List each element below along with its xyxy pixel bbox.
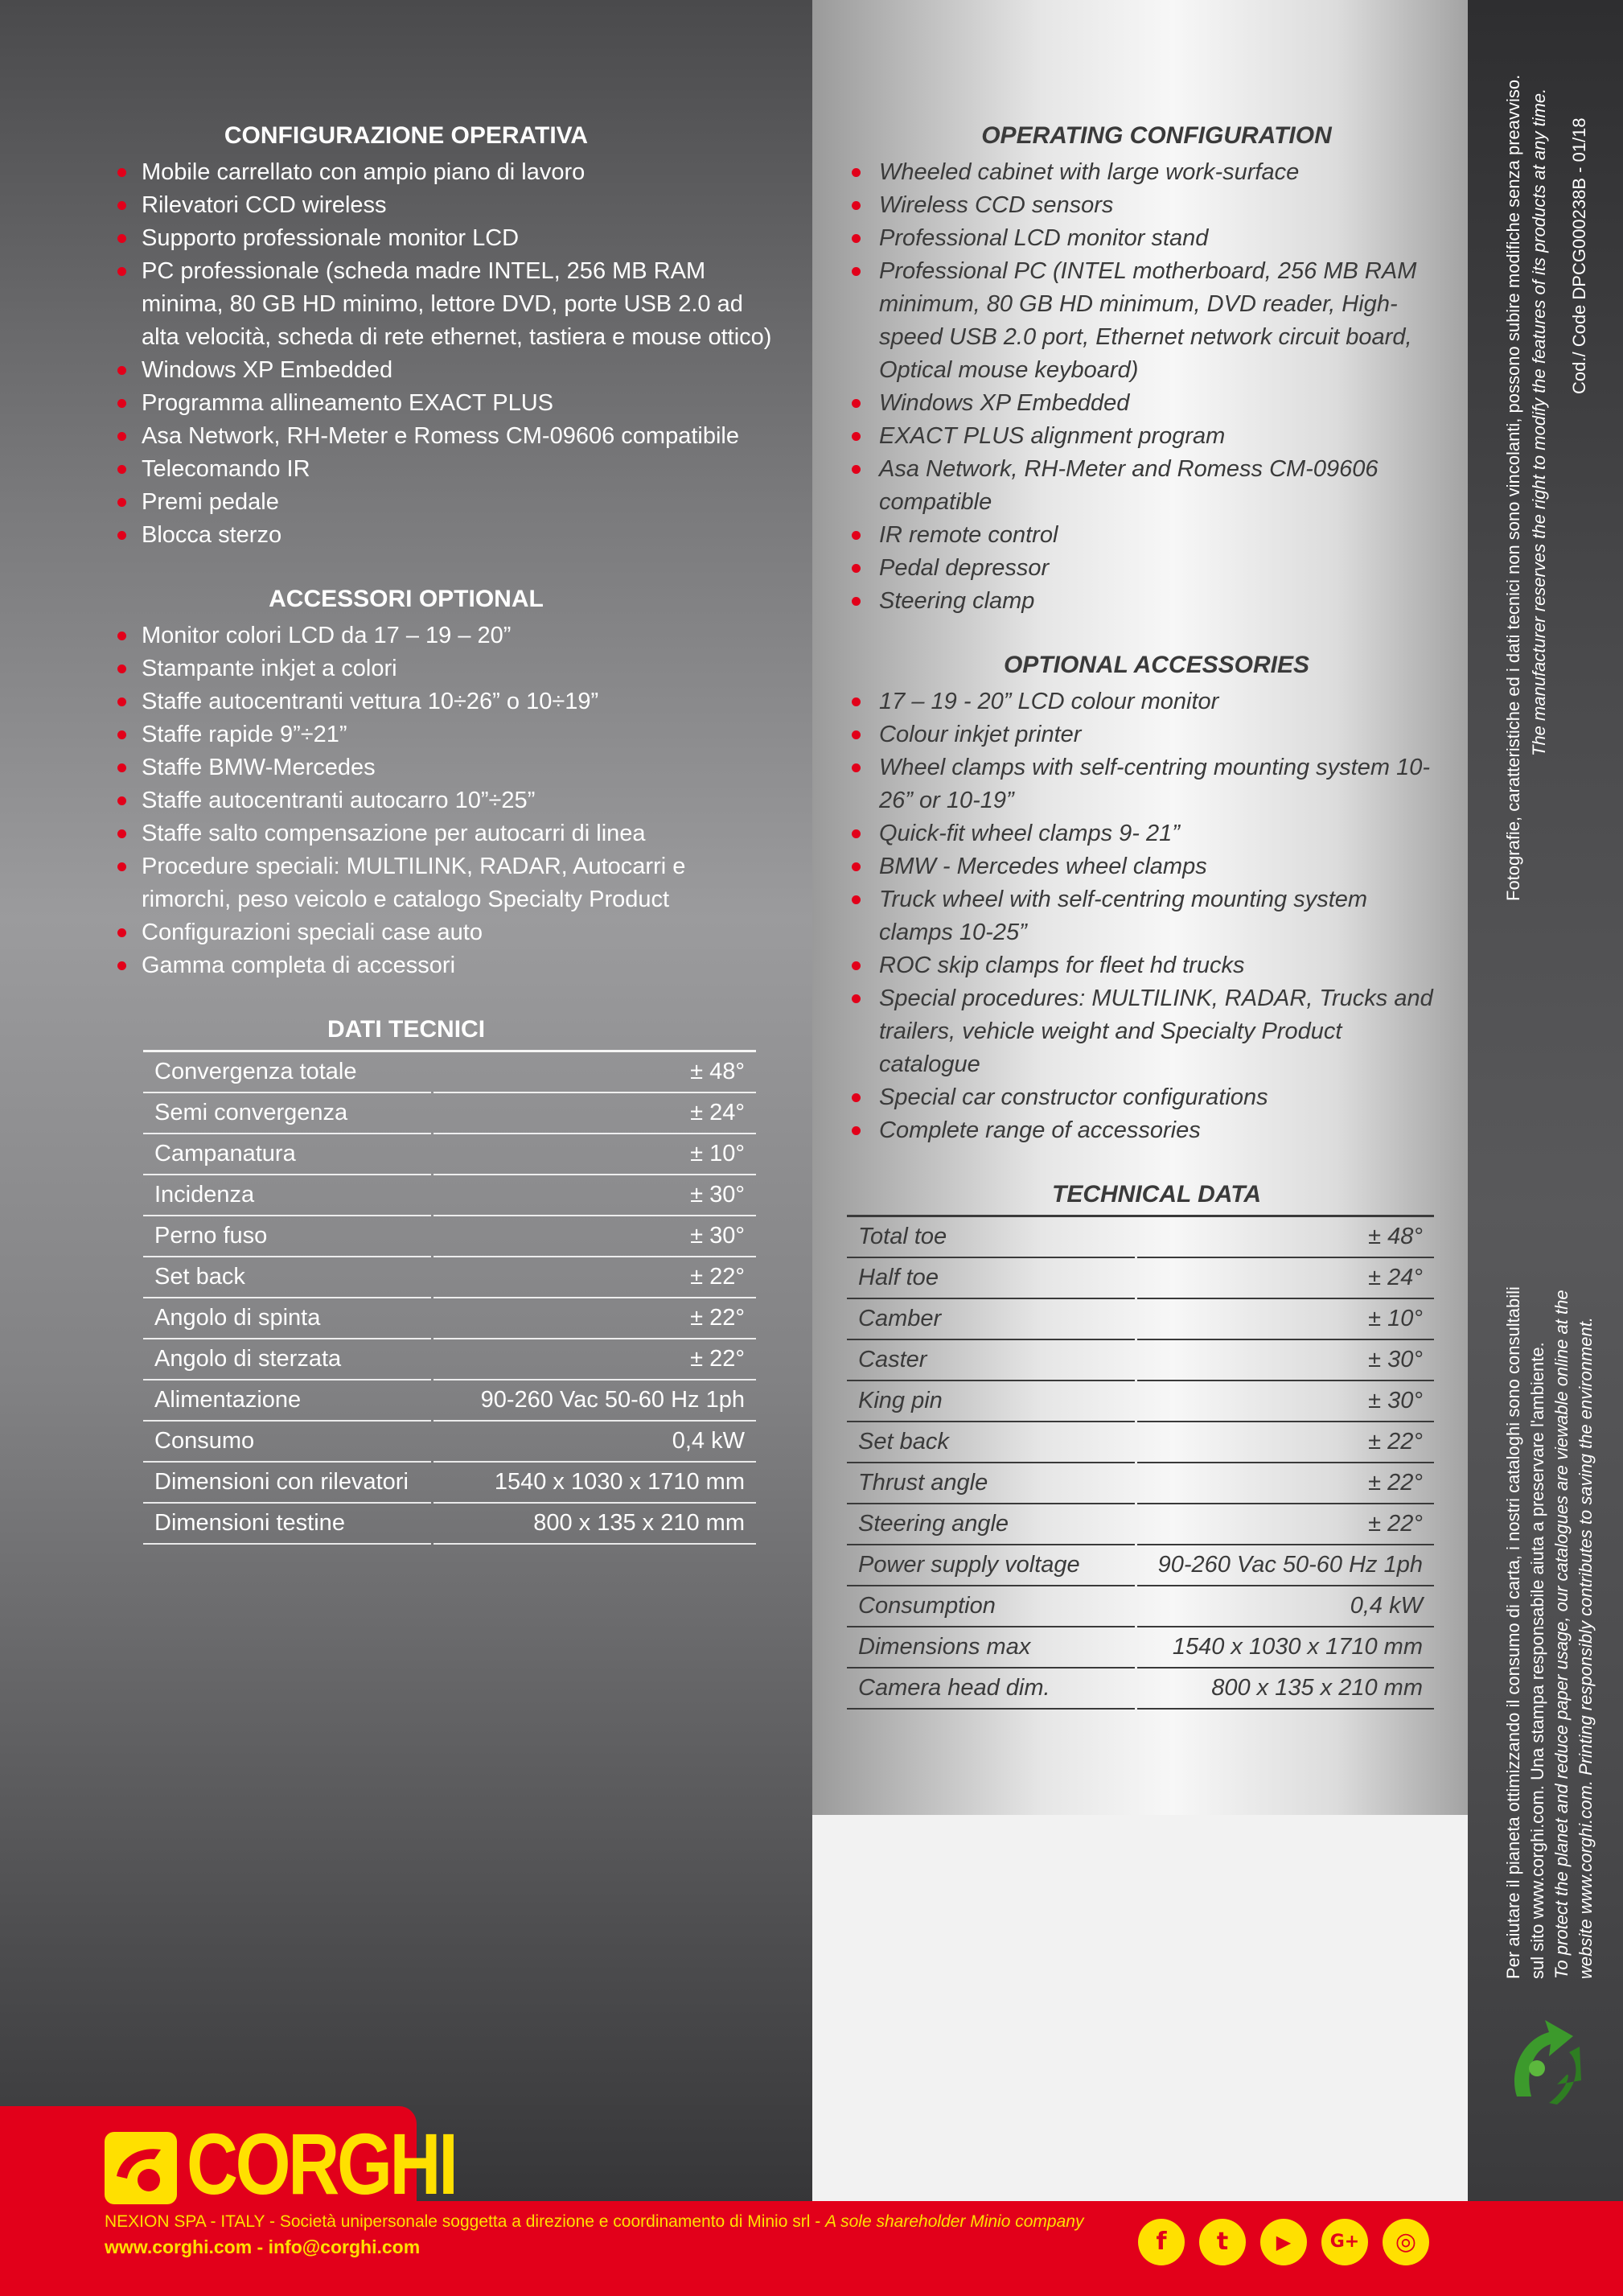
list-item: Special procedures: MULTILINK, RADAR, Trucks and trailers, vehicle weight and Specialty Product catalogue — [847, 982, 1434, 1081]
list-item: Staffe BMW-Mercedes — [113, 751, 772, 784]
bullet-icon — [852, 895, 861, 904]
spec-value: ± 48° — [1136, 1216, 1435, 1258]
eco-note-en-2: website www.corghi.com. Printing responsibly contributes to saving the environment. — [1576, 1317, 1596, 1979]
bullet-icon — [852, 1093, 861, 1102]
bullet-icon — [117, 928, 126, 937]
bullet-icon — [117, 862, 126, 871]
spec-label: Set back — [847, 1422, 1136, 1463]
table-row — [143, 1421, 756, 1462]
spec-value: 0,4 kW — [433, 1421, 757, 1462]
italian-column — [113, 121, 772, 1545]
twitter-icon[interactable]: t — [1199, 2219, 1246, 2265]
list-item: Staffe rapide 9”÷21” — [113, 718, 772, 751]
bullet-icon — [117, 796, 126, 805]
bullet-icon — [117, 763, 126, 772]
spec-label: Total toe — [847, 1216, 1136, 1258]
spec-label: Camber — [847, 1298, 1136, 1339]
bullet-icon — [852, 234, 861, 243]
list-item: Stampante inkjet a colori — [113, 652, 772, 685]
table-row — [847, 1668, 1434, 1709]
bullet-icon — [852, 829, 861, 838]
list-item: Blocca sterzo — [113, 519, 772, 552]
tech-heading: TECHNICAL DATA — [1052, 1181, 1261, 1208]
list-item: Colour inkjet printer — [847, 718, 1434, 751]
spec-label: Dimensioni testine — [143, 1503, 433, 1544]
list-item: Rilevatori CCD wireless — [113, 189, 772, 222]
list-item: BMW - Mercedes wheel clamps — [847, 850, 1434, 883]
config-heading: CONFIGURAZIONE OPERATIVA — [224, 122, 589, 149]
spec-label: Set back — [143, 1257, 433, 1298]
contact-links[interactable]: www.corghi.com - info@corghi.com — [105, 2236, 421, 2257]
bullet-icon — [852, 267, 861, 276]
table-row — [847, 1463, 1434, 1504]
disclaimer-it: Fotografie, caratteristiche ed i dati tecnici non sono vincolanti, possono subire modifiche senza preavviso. — [1503, 74, 1523, 901]
bullet-icon — [117, 432, 126, 441]
spec-value: 800 x 135 x 210 mm — [1136, 1668, 1435, 1709]
spec-value: 1540 x 1030 x 1710 mm — [433, 1462, 757, 1503]
table-row — [847, 1298, 1434, 1339]
table-row — [847, 1586, 1434, 1627]
recycle-icon — [1501, 2008, 1589, 2113]
bullet-icon — [117, 730, 126, 739]
bullet-icon — [852, 168, 861, 177]
corghi-logo-icon — [105, 2132, 177, 2204]
spec-label: Perno fuso — [143, 1216, 433, 1257]
table-row — [143, 1134, 756, 1175]
spec-value: ± 48° — [433, 1051, 757, 1093]
table-row — [143, 1257, 756, 1298]
bullet-icon — [852, 1126, 861, 1135]
spec-label: Alimentazione — [143, 1380, 433, 1421]
config-list — [847, 156, 1434, 618]
bullet-icon — [117, 665, 126, 673]
spec-label: Steering angle — [847, 1504, 1136, 1545]
bullet-icon — [852, 961, 861, 970]
table-row — [847, 1627, 1434, 1668]
tech-table — [847, 1215, 1434, 1710]
list-item: Programma allineamento EXACT PLUS — [113, 387, 772, 420]
spec-value: ± 10° — [1136, 1298, 1435, 1339]
bullet-icon — [117, 961, 126, 970]
accessories-heading: ACCESSORI OPTIONAL — [269, 586, 544, 612]
list-item: Mobile carrellato con ampio piano di lavoro — [113, 156, 772, 189]
spec-label: Consumo — [143, 1421, 433, 1462]
bullet-icon — [852, 597, 861, 606]
bullet-icon — [117, 465, 126, 474]
eco-note-it-2: sul sito www.corghi.com. Una stampa responsabile aiuta a preservare l'ambiente. — [1527, 1342, 1547, 1979]
spec-label: Convergenza totale — [143, 1051, 433, 1093]
list-item: Windows XP Embedded — [847, 387, 1434, 420]
bullet-icon — [852, 763, 861, 772]
bullet-icon — [117, 366, 126, 375]
spec-label: Caster — [847, 1339, 1136, 1380]
spec-value: ± 24° — [433, 1092, 757, 1134]
table-row — [143, 1503, 756, 1544]
list-item: IR remote control — [847, 519, 1434, 552]
list-item: Wheel clamps with self-centring mounting system 10-26” or 10-19” — [847, 751, 1434, 817]
spec-value: ± 10° — [433, 1134, 757, 1175]
spec-label: Angolo di sterzata — [143, 1339, 433, 1380]
spec-label: Semi convergenza — [143, 1092, 433, 1134]
list-item: Special car constructor configurations — [847, 1081, 1434, 1114]
list-item: Telecomando IR — [113, 453, 772, 486]
table-row — [847, 1339, 1434, 1380]
table-row — [847, 1216, 1434, 1258]
tech-table — [143, 1050, 756, 1545]
spec-value: ± 30° — [433, 1175, 757, 1216]
bullet-icon — [852, 697, 861, 706]
spec-value: ± 30° — [1136, 1380, 1435, 1422]
list-item: Asa Network, RH-Meter and Romess CM-09606 compatible — [847, 453, 1434, 519]
bullet-icon — [852, 564, 861, 573]
list-item: Gamma completa di accessori — [113, 949, 772, 982]
right-panel-blank — [812, 1815, 1468, 2201]
spec-label: Thrust angle — [847, 1463, 1136, 1504]
company-info-en: A sole shareholder Minio company — [825, 2212, 1084, 2231]
spec-label: Half toe — [847, 1257, 1136, 1298]
list-item: Quick-fit wheel clamps 9- 21” — [847, 817, 1434, 850]
spec-label: Dimensions max — [847, 1627, 1136, 1668]
bullet-icon — [852, 432, 861, 441]
config-heading: OPERATING CONFIGURATION — [981, 122, 1332, 149]
spec-value: ± 22° — [1136, 1422, 1435, 1463]
eco-note-it-1: Per aiutare il pianeta ottimizzando il consumo di carta, i nostri cataloghi sono consultabili — [1503, 1286, 1523, 1979]
spec-value: 0,4 kW — [1136, 1586, 1435, 1627]
bullet-icon — [117, 632, 126, 640]
table-row — [143, 1380, 756, 1421]
spec-value: 90-260 Vac 50-60 Hz 1ph — [1136, 1545, 1435, 1586]
bullet-icon — [852, 994, 861, 1003]
table-row — [143, 1216, 756, 1257]
spec-value: 1540 x 1030 x 1710 mm — [1136, 1627, 1435, 1668]
list-item: EXACT PLUS alignment program — [847, 420, 1434, 453]
spec-label: King pin — [847, 1380, 1136, 1422]
list-item: Monitor colori LCD da 17 – 19 – 20” — [113, 619, 772, 652]
company-info-it: NEXION SPA - ITALY - Società unipersonale soggetta a direzione e coordinamento di Minio srl - — [105, 2212, 826, 2231]
list-item: Staffe autocentranti autocarro 10”÷25” — [113, 784, 772, 817]
bullet-icon — [852, 399, 861, 408]
list-item: PC professionale (scheda madre INTEL, 256 MB RAM minima, 80 GB HD minimo, lettore DVD, porte USB 2.0 ad alta velocità, scheda di rete ethernet, tastiera e mouse ottico) — [113, 255, 772, 354]
list-item: Windows XP Embedded — [113, 354, 772, 387]
spec-label: Dimensioni con rilevatori — [143, 1462, 433, 1503]
list-item: ROC skip clamps for fleet hd trucks — [847, 949, 1434, 982]
table-row — [143, 1298, 756, 1339]
instagram-icon[interactable]: ◎ — [1383, 2219, 1429, 2265]
spec-value: ± 22° — [1136, 1504, 1435, 1545]
list-item: Steering clamp — [847, 585, 1434, 618]
spec-value: 90-260 Vac 50-60 Hz 1ph — [433, 1380, 757, 1421]
bullet-icon — [852, 531, 861, 540]
list-item: Wireless CCD sensors — [847, 189, 1434, 222]
spec-value: ± 30° — [433, 1216, 757, 1257]
eco-note-en-1: To protect the planet and reduce paper usage, our catalogues are viewable online at the — [1551, 1290, 1572, 1979]
table-row — [143, 1092, 756, 1134]
table-row — [847, 1380, 1434, 1422]
list-item: Procedure speciali: MULTILINK, RADAR, Autocarri e rimorchi, peso veicolo e catalogo Specialty Product — [113, 850, 772, 916]
bullet-icon — [117, 234, 126, 243]
spec-label: Angolo di spinta — [143, 1298, 433, 1339]
bullet-icon — [117, 267, 126, 276]
table-row — [847, 1257, 1434, 1298]
spec-label: Campanatura — [143, 1134, 433, 1175]
list-item: Premi pedale — [113, 486, 772, 519]
bullet-icon — [117, 168, 126, 177]
list-item: Pedal depressor — [847, 552, 1434, 585]
spec-value: ± 22° — [433, 1339, 757, 1380]
bullet-icon — [117, 697, 126, 706]
company-info — [105, 2212, 1083, 2232]
corghi-logo-text: CORGHI — [187, 2115, 456, 2212]
google-plus-icon[interactable]: G+ — [1321, 2219, 1368, 2265]
list-item: Complete range of accessories — [847, 1114, 1434, 1147]
accessories-heading: OPTIONAL ACCESSORIES — [1003, 652, 1310, 678]
bullet-icon — [117, 399, 126, 408]
spec-value: ± 22° — [433, 1257, 757, 1298]
accessories-list — [113, 619, 772, 982]
spec-value: 800 x 135 x 210 mm — [433, 1503, 757, 1544]
spec-label: Incidenza — [143, 1175, 433, 1216]
table-row — [143, 1051, 756, 1093]
list-item: Supporto professionale monitor LCD — [113, 222, 772, 255]
list-item: Asa Network, RH-Meter e Romess CM-09606 compatibile — [113, 420, 772, 453]
list-item: Truck wheel with self-centring mounting system clamps 10-25” — [847, 883, 1434, 949]
spec-value: ± 30° — [1136, 1339, 1435, 1380]
bullet-icon — [852, 465, 861, 474]
spec-value: ± 22° — [433, 1298, 757, 1339]
facebook-icon[interactable]: f — [1138, 2219, 1185, 2265]
english-column — [847, 121, 1434, 1710]
tech-heading: DATI TECNICI — [327, 1016, 486, 1043]
bullet-icon — [117, 201, 126, 210]
config-list — [113, 156, 772, 552]
spec-value: ± 22° — [1136, 1463, 1435, 1504]
table-row — [847, 1545, 1434, 1586]
spec-label: Power supply voltage — [847, 1545, 1136, 1586]
disclaimer-en: The manufacturer reserves the right to modify the features of its products at any time. — [1529, 88, 1549, 756]
table-row — [847, 1504, 1434, 1545]
spec-label: Consumption — [847, 1586, 1136, 1627]
table-row — [143, 1462, 756, 1503]
list-item: Configurazioni speciali case auto — [113, 916, 772, 949]
youtube-icon[interactable]: ▶ — [1260, 2219, 1307, 2265]
spec-label: Camera head dim. — [847, 1668, 1136, 1709]
document-code: Cod./ Code DPCG000238B - 01/18 — [1569, 117, 1589, 394]
bullet-icon — [852, 730, 861, 739]
table-row — [847, 1422, 1434, 1463]
list-item: Professional PC (INTEL motherboard, 256 MB RAM minimum, 80 GB HD minimum, DVD reader, High-speed USB 2.0 port, Ethernet network circuit board, Optical mouse keyboard) — [847, 255, 1434, 387]
bullet-icon — [852, 201, 861, 210]
table-row — [143, 1175, 756, 1216]
bullet-icon — [117, 498, 126, 507]
list-item: Staffe salto compensazione per autocarri di linea — [113, 817, 772, 850]
list-item: Wheeled cabinet with large work-surface — [847, 156, 1434, 189]
list-item: Staffe autocentranti vettura 10÷26” o 10÷19” — [113, 685, 772, 718]
bullet-icon — [117, 829, 126, 838]
spec-value: ± 24° — [1136, 1257, 1435, 1298]
accessories-list — [847, 685, 1434, 1147]
table-row — [143, 1339, 756, 1380]
list-item: 17 – 19 - 20” LCD colour monitor — [847, 685, 1434, 718]
bullet-icon — [852, 862, 861, 871]
bullet-icon — [117, 531, 126, 540]
list-item: Professional LCD monitor stand — [847, 222, 1434, 255]
